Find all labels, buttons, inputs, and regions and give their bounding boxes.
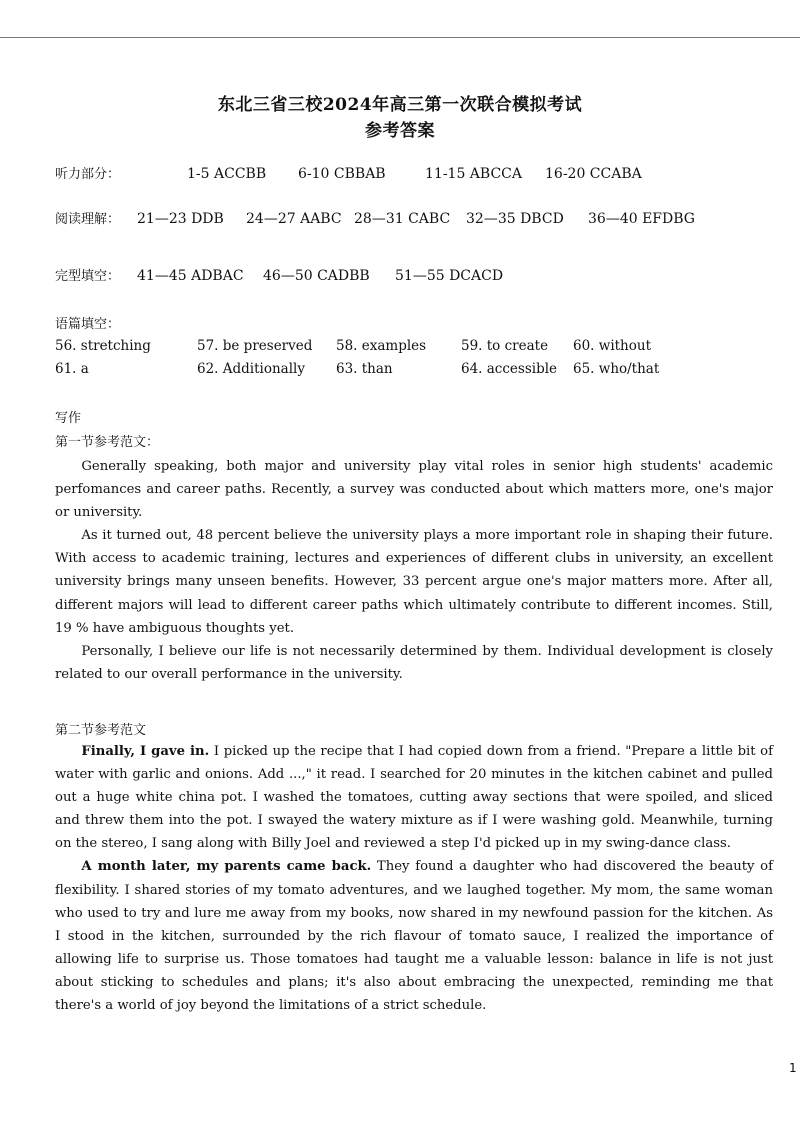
listening-group: 1-5 ACCBB — [187, 166, 267, 182]
cloze-group: 46—50 CADBB — [263, 268, 370, 284]
listening-label: 听力部分： — [55, 167, 121, 182]
grammar-fill-item: 59. to create — [461, 338, 549, 354]
essay-paragraph: Generally speaking, both major and university play vital roles in senior high students' academic perfomances and career paths. Recently, a survey was conducted about which matters more, one's major or university. — [55, 459, 773, 521]
grammar-fill-item: 62. Additionally — [197, 361, 305, 377]
reading-group: 21—23 DDB — [137, 211, 224, 227]
paragraph-lead: A month later, my parents came back. — [81, 859, 372, 875]
reading-group: 32—35 DBCD — [466, 211, 564, 227]
grammar-fill-item: 57. be preserved — [197, 338, 313, 354]
paragraph-body: They found a daughter who had discovered the beauty of flexibility. I shared stories of my tomato adventures, and we laughed together. My mom, the same woman who used to try and lure me away from my books, now shared in my newfound passion for the kitchen. As I stood in the kitchen, surrounded by the rich flavour of tomato sauce, I realized the importance of allowing life to surprise us. Those tomatoes had taught me a valuable lesson: balance in life is not just about sticking to schedules and plans; it's also about embracing the unexpected, reminding me that there's a world of joy beyond the limitations of a strict schedule. — [55, 859, 774, 1014]
grammar-fill-item: 65. who/that — [573, 361, 660, 377]
page-subtitle: 参考答案 — [365, 121, 435, 141]
essay-paragraph: As it turned out, 48 percent believe the university plays a more important role in shaping their future. With access to academic training, lectures and experiences of different clubs in university, an excellent university brings many unseen benefits. However, 33 percent argue one's major matters more. After all, different majors will lead to different career paths which ultimately contribute to different incomes. Still, 19 % have ambiguous thoughts yet. — [55, 528, 773, 636]
listening-group: 6-10 CBBAB — [298, 166, 386, 182]
listening-group: 16-20 CCABA — [545, 166, 642, 182]
writing-section2-label: 第二节参考范文 — [55, 723, 147, 738]
paragraph-body: I picked up the recipe that I had copied down from a friend. "Prepare a little bit of water with garlic and onions. Add ...," it read. I searched for 20 minutes in the kitchen cabinet and pulled out a huge white china pot. I washed the tomatoes, cutting away sections that were spoiled, and sliced and threw them into the pot. I swayed the watery mixture as if I were washing gold. Meanwhile, turning on the stereo, I sang along with Billy Joel and reviewed a step I'd picked up in my swing-dance class. — [55, 744, 773, 852]
writing-label: 写作 — [55, 411, 82, 426]
paragraph-lead: Finally, I gave in. — [81, 744, 210, 759]
cloze-answers — [55, 265, 503, 284]
top-divider — [0, 37, 800, 38]
grammar-fill-item: 58. examples — [336, 338, 427, 354]
essay-paragraph: Personally, I believe our life is not necessarily determined by them. Individual development is closely related to our overall performance in the university. — [55, 643, 773, 682]
reading-label: 阅读理解： — [55, 212, 121, 227]
grammar-fill-item: 63. than — [336, 361, 393, 377]
reading-group: 24—27 AABC — [246, 211, 342, 227]
essay-section1 — [55, 455, 773, 686]
essay-section2 — [55, 740, 773, 1017]
grammar-fill-item: 64. accessible — [461, 361, 558, 377]
listening-answers — [55, 163, 642, 182]
reading-group: 28—31 CABC — [354, 211, 451, 227]
reading-group: 36—40 EFDBG — [588, 211, 695, 227]
page-title: 东北三省三校2024年高三第一次联合模拟考试 — [217, 95, 583, 115]
listening-group: 11-15 ABCCA — [425, 166, 523, 182]
essay-paragraph — [55, 740, 773, 855]
reading-answers — [55, 208, 695, 227]
cloze-label: 完型填空： — [55, 269, 121, 284]
grammar-fill-item: 60. without — [573, 338, 652, 354]
essay-paragraph — [55, 855, 773, 1017]
writing-section1-label: 第一节参考范文： — [55, 435, 160, 450]
grammar-fill-item: 56. stretching — [55, 338, 151, 354]
cloze-group: 51—55 DCACD — [395, 268, 504, 284]
grammar-fill-label: 语篇填空： — [55, 317, 121, 332]
cloze-group: 41—45 ADBAC — [137, 268, 244, 284]
page-number: 1 — [789, 1061, 797, 1075]
grammar-fill-item: 61. a — [55, 361, 89, 377]
